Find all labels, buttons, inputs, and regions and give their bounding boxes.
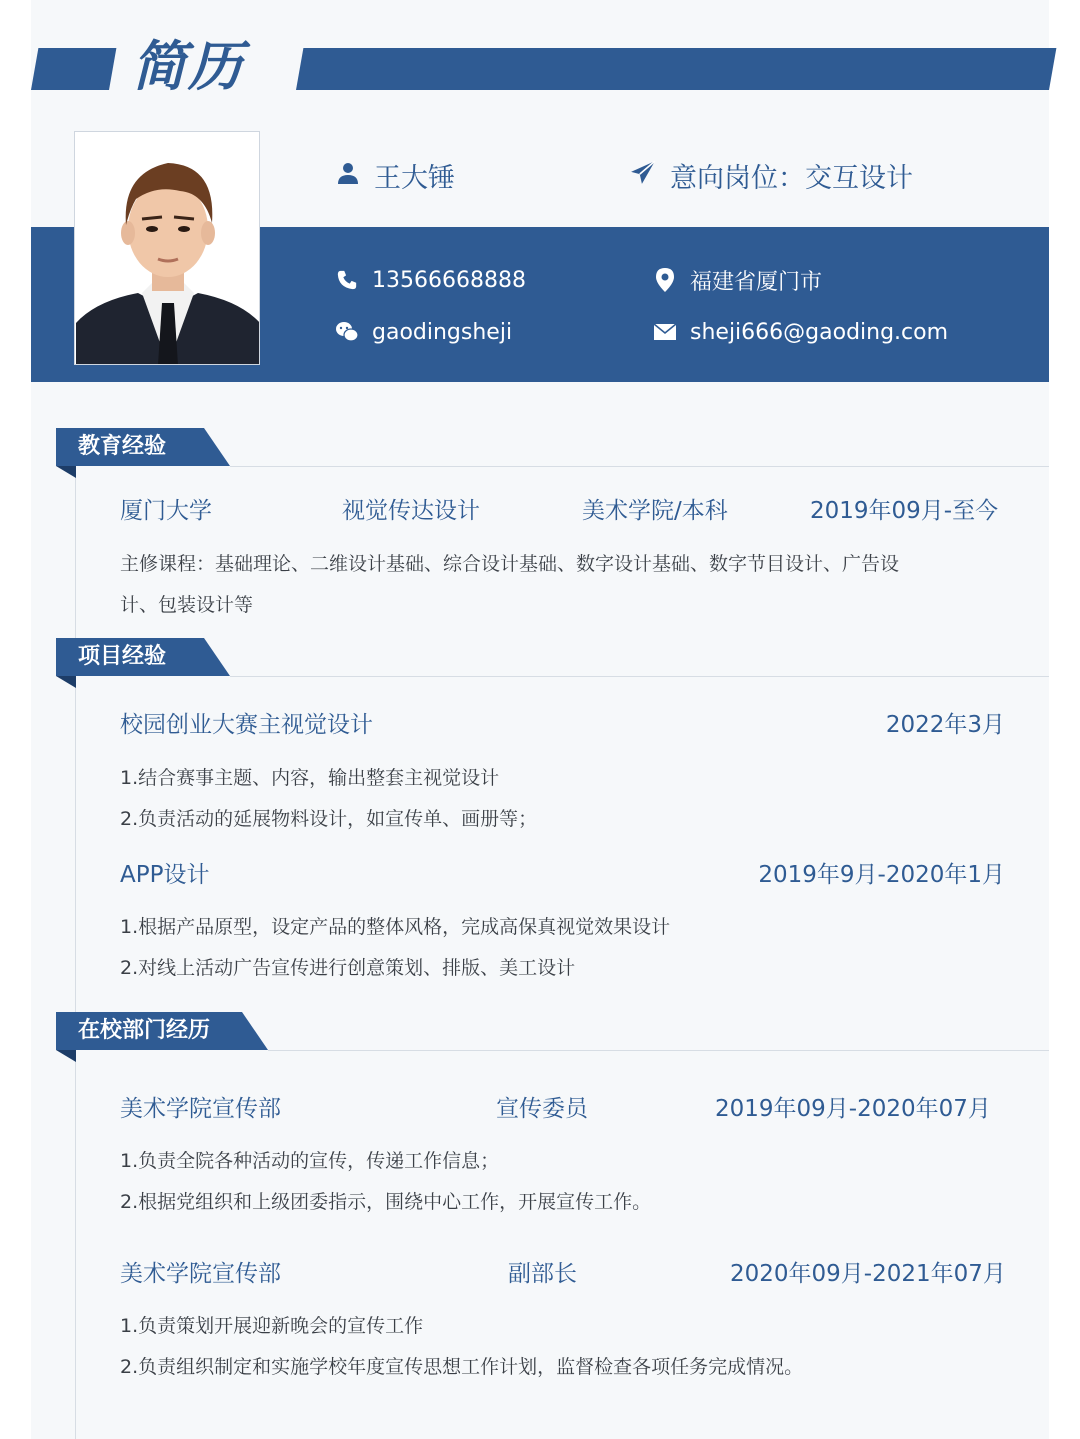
edu-courses-line2: 计、包装设计等 [120, 594, 254, 616]
campus-detail: 2.根据党组织和上级团委指示，围绕中心工作，开展宣传工作。 [120, 1191, 652, 1213]
location-text: 福建省厦门市 [690, 269, 823, 295]
project-detail: 2.对线上活动广告宣传进行创意策划、排版、美工设计 [120, 957, 576, 979]
phone-number: 13566668888 [372, 267, 526, 293]
campus-role: 副部长 [508, 1261, 577, 1287]
email-contact [652, 317, 948, 347]
edu-school: 厦门大学 [120, 498, 212, 524]
project-date: 2019年9月-2020年1月 [758, 862, 1005, 888]
campus-dept: 美术学院宣传部 [120, 1096, 281, 1122]
campus-detail: 1.负责全院各种活动的宣传，传递工作信息； [120, 1150, 500, 1172]
section-divider [230, 466, 1049, 467]
name-field [336, 155, 455, 195]
project-name: APP设计 [120, 862, 210, 888]
location-icon [652, 267, 678, 293]
portrait-illustration [76, 133, 260, 365]
phone-icon [334, 267, 360, 293]
wechat-id: gaodingsheji [372, 319, 513, 345]
section-projects-title: 项目经验 [78, 644, 167, 669]
edu-courses-line1: 主修课程：基础理论、二维设计基础、综合设计基础、数字设计基础、数字节目设计、广告设 [120, 553, 900, 575]
edu-major: 视觉传达设计 [342, 498, 480, 524]
campus-dept: 美术学院宣传部 [120, 1261, 281, 1287]
send-icon [630, 160, 656, 190]
resume-title: 简历 [132, 35, 244, 98]
project-detail: 1.结合赛事主题、内容，输出整套主视觉设计 [120, 767, 500, 789]
title-bar-left [31, 48, 116, 90]
email-address: sheji666@gaoding.com [690, 319, 949, 345]
edu-period: 2019年09月-至今 [810, 498, 999, 524]
edu-degree: 美术学院/本科 [582, 498, 728, 524]
wechat-contact [334, 317, 512, 347]
user-icon [336, 161, 360, 189]
candidate-name: 王大锤 [374, 162, 455, 194]
project-detail: 1.根据产品原型，设定产品的整体风格，完成高保真视觉效果设计 [120, 916, 671, 938]
title-bar-right-fill [1000, 48, 1049, 90]
section-divider [268, 1050, 1049, 1051]
campus-period: 2020年09月-2021年07月 [730, 1261, 1006, 1287]
profile-photo [74, 131, 260, 365]
section-education-title: 教育经验 [78, 434, 167, 459]
mail-icon [652, 319, 678, 345]
project-name: 校园创业大赛主视觉设计 [120, 712, 373, 738]
timeline-line [75, 470, 76, 1439]
campus-period: 2019年09月-2020年07月 [715, 1096, 991, 1122]
campus-detail: 1.负责策划开展迎新晚会的宣传工作 [120, 1315, 424, 1337]
position-field [630, 155, 913, 195]
phone-contact [334, 265, 526, 295]
project-detail: 2.负责活动的延展物料设计，如宣传单、画册等； [120, 808, 538, 830]
location-contact [652, 265, 822, 295]
wechat-icon [334, 319, 360, 345]
campus-role: 宣传委员 [496, 1096, 588, 1122]
project-date: 2022年3月 [885, 712, 1005, 738]
section-divider [230, 676, 1049, 677]
campus-detail: 2.负责组织制定和实施学校年度宣传思想工作计划，监督检查各项任务完成情况。 [120, 1356, 804, 1378]
title-bar-right [296, 48, 1056, 90]
section-campus-title: 在校部门经历 [78, 1018, 211, 1043]
target-position: 意向岗位：交互设计 [670, 162, 913, 194]
